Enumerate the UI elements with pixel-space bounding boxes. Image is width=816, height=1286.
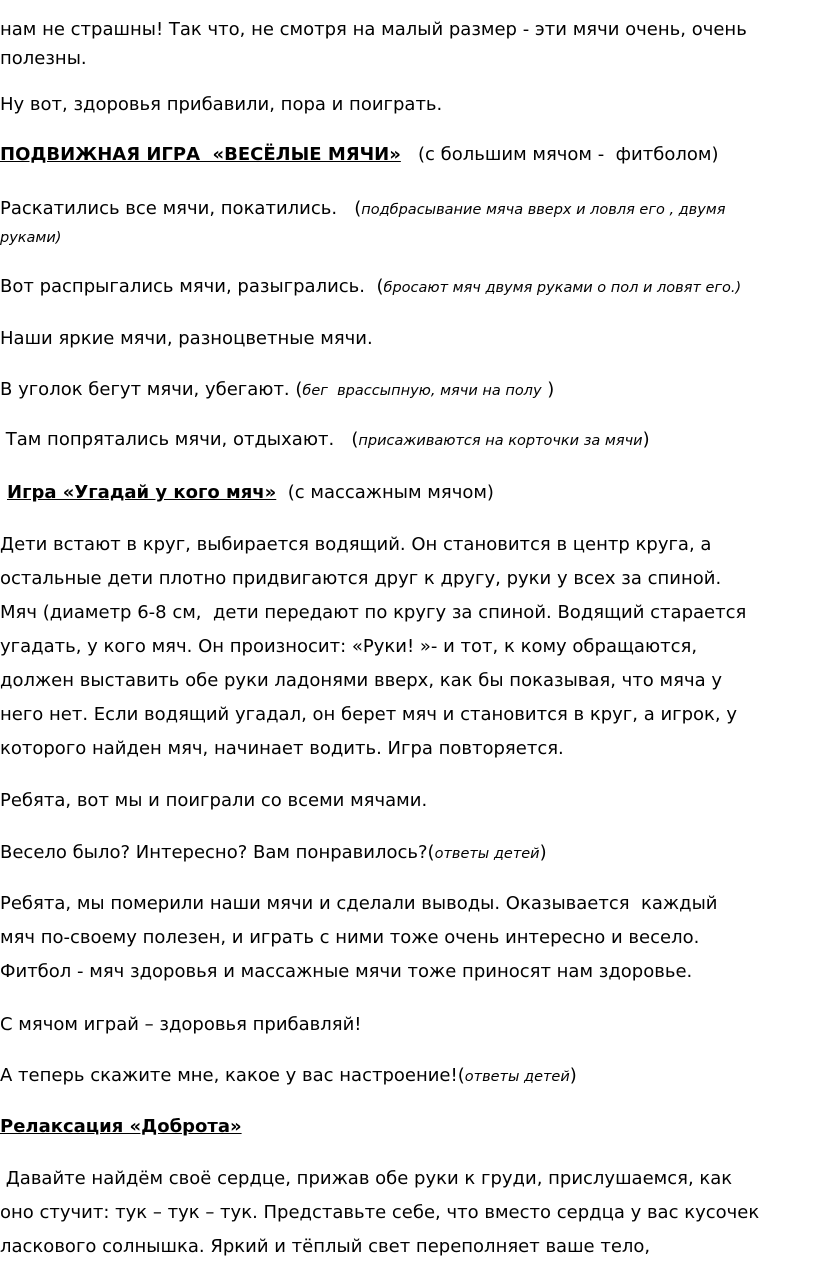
verse-line — [0, 192, 725, 227]
verse-text: Раскатились все мячи, покатились. — [0, 198, 338, 219]
verse-line — [0, 373, 554, 408]
relax-line: ласкового солнышка. Яркий и тёплый свет переполняет ваше тело, — [0, 1236, 651, 1257]
paragraph: С мячом играй – здоровья прибавляй! — [0, 1014, 362, 1035]
paren: ( — [354, 198, 362, 219]
rules-line: которого найден мяч, начинает водить. Игра повторяется. — [0, 738, 564, 759]
game-heading — [7, 476, 494, 510]
paragraph — [0, 836, 547, 871]
verse-text: Вот распрыгались мячи, разыгрались. — [0, 276, 366, 297]
game-subtitle: (с массажным мячом) — [287, 482, 494, 503]
relax-line: Давайте найдём своё сердце, прижав обе руки к груди, прислушаемся, как — [0, 1168, 733, 1189]
verse-note: подбрасывание мяча вверх и ловля его , двумя — [361, 202, 726, 218]
paren: ) — [541, 379, 555, 400]
verse-line — [0, 423, 650, 458]
paragraph-line: полезны. — [0, 48, 87, 69]
paren: ) — [642, 429, 650, 450]
paren: ) — [569, 1065, 577, 1086]
paragraph-note: ответы детей — [464, 1069, 570, 1085]
relax-title: Релаксация «Доброта» — [0, 1116, 242, 1137]
paragraph — [0, 1059, 577, 1094]
verse-note: бег врассыпную, мячи на полу — [302, 383, 542, 399]
rules-line: Мяч (диаметр 6-8 см, дети передают по кругу за спиной. Водящий старается — [0, 602, 747, 623]
paragraph-note: ответы детей — [434, 846, 540, 862]
game-heading — [0, 138, 718, 172]
verse-text: В уголок бегут мячи, убегают. ( — [0, 379, 303, 400]
relax-line: оно стучит: тук – тук – тук. Представьте себе, что вместо сердца у вас кусочек — [0, 1202, 760, 1223]
paragraph: Ну вот, здоровья прибавили, пора и поиграть. — [0, 94, 443, 115]
verse-line — [0, 270, 741, 305]
game-title: Игра «Угадай у кого мяч» — [7, 482, 277, 503]
rules-line: должен выставить обе руки ладонями вверх, как бы показывая, что мяча у — [0, 670, 722, 691]
verse-note: присаживаются на корточки за мячи — [358, 433, 643, 449]
paren: ) — [539, 842, 547, 863]
verse-note-cont: руками) — [0, 230, 62, 246]
verse-note: бросают мяч двумя руками о пол и ловят его.) — [383, 280, 742, 296]
verse-line: Наши яркие мячи, разноцветные мячи. — [0, 328, 373, 349]
game-title: ПОДВИЖНАЯ ИГРА «ВЕСЁЛЫЕ МЯЧИ» — [0, 144, 401, 165]
conclusion-line: Фитбол - мяч здоровья и массажные мячи тоже приносят нам здоровье. — [0, 961, 693, 982]
rules-line: него нет. Если водящий угадал, он берет мяч и становится в круг, а игрок, у — [0, 704, 738, 725]
rules-line: остальные дети плотно придвигаются друг к другу, руки у всех за спиной. — [0, 568, 722, 589]
paragraph-text: Весело было? Интересно? Вам понравилось?( — [0, 842, 435, 863]
paragraph: Ребята, вот мы и поиграли со всеми мячами. — [0, 790, 428, 811]
game-subtitle: (с большим мячом - фитболом) — [418, 144, 719, 165]
paragraph-text: А теперь скажите мне, какое у вас настроение!( — [0, 1065, 465, 1086]
paren: ( — [376, 276, 384, 297]
paren: ( — [351, 429, 359, 450]
paragraph-line: нам не страшны! Так что, не смотря на малый размер - эти мячи очень, очень — [0, 19, 747, 40]
rules-line: Дети встают в круг, выбирается водящий. Он становится в центр круга, а — [0, 534, 712, 555]
verse-text: Там попрятались мячи, отдыхают. — [0, 429, 335, 450]
conclusion-line: Ребята, мы померили наши мячи и сделали выводы. Оказывается каждый — [0, 893, 718, 914]
rules-line: угадать, у кого мяч. Он произносит: «Руки! »- и тот, к кому обращаются, — [0, 636, 698, 657]
conclusion-line: мяч по-своему полезен, и играть с ними тоже очень интересно и весело. — [0, 927, 700, 948]
